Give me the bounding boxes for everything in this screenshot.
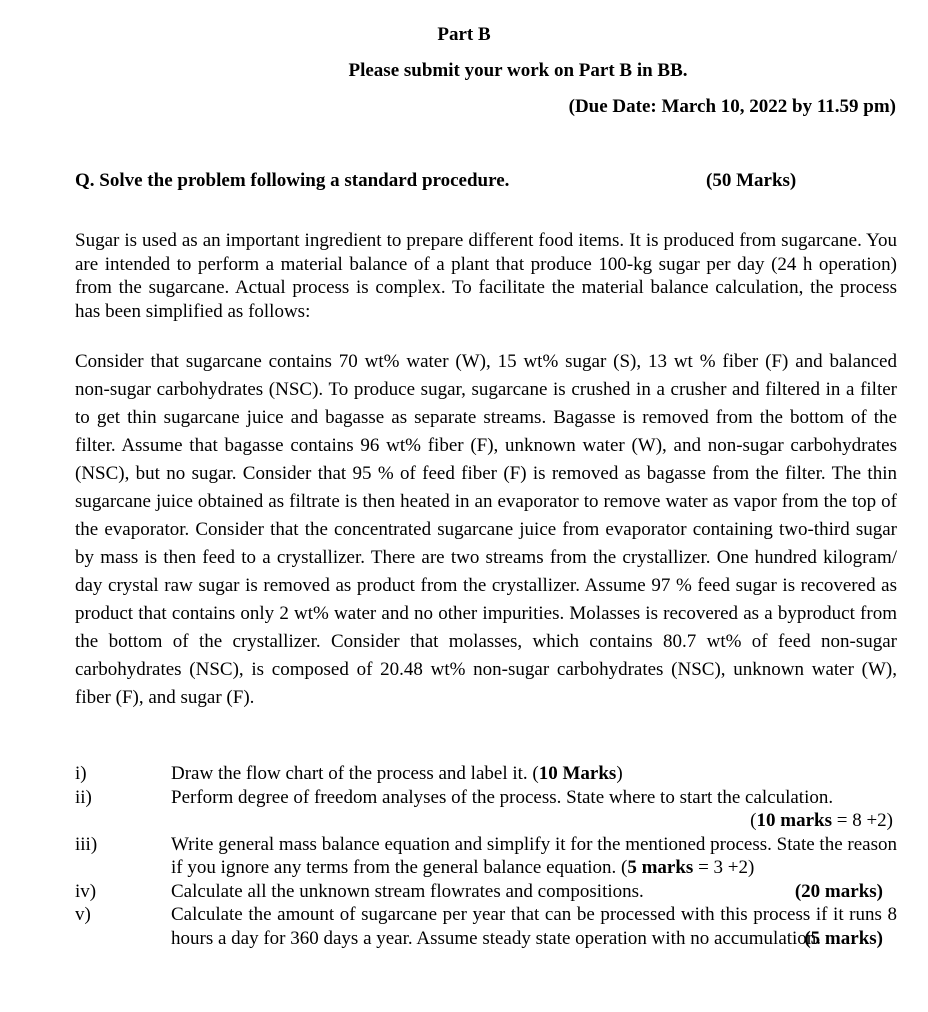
submit-instruction: Please submit your work on Part B in BB. [348, 60, 688, 81]
task-marks: 10 marks [756, 810, 832, 831]
process-description: Consider that sugarcane contains 70 wt% water (W), 15 wt% sugar (S), 13 wt % fiber (F) and balanced non-sugar carbohydrates (NSC). To produce sugar, sugarcane is crushed in a crusher and filtered in a filter to get thin sugarcane juice and bagasse as separate streams. Bagasse is removed from the bottom of the filter. Assume that bagasse contains 96 wt% fiber (F), unknown water (W), and non-sugar carbohydrates (NSC), but no sugar. Consider that 95 % of feed fiber (F) is removed as bagasse from the filter. The thin sugarcane juice obtained as filtrate is then heated in an evaporator to remove water as vapor from the top of the evaporator. Consider that the concentrated sugarcane juice from evaporator containing two-third sugar by mass is then feed to a crystallizer. There are two streams from the crystallizer. One hundred kilogram/ day crystal raw sugar is removed as product from the crystallizer. Assume 97 % feed sugar is recovered as product that contains only 2 wt% water and no other impurities. Molasses is recovered as a byproduct from the bottom of the crystallizer. Consider that molasses, which contains 80.7 wt% of feed non-sugar carbohydrates (NSC), is composed of 20.48 wt% non-sugar carbohydrates (NSC), unknown water (W), fiber (F), and sugar (F). [75, 351, 897, 708]
task-number: ii) [75, 786, 92, 808]
task-marks: (20 marks) [794, 880, 883, 902]
question-marks: (50 Marks) [706, 170, 797, 191]
intro-paragraph: Sugar is used as an important ingredient to prepare different food items. It is produced from sugarcane. You are intended to perform a material balance of a plant that produce 100-kg sugar per day (24 h operation) from the sugarcane. Actual process is complex. To facilitate the material balance calculation, the process has been simplified as follows: [75, 230, 897, 322]
task-item [75, 880, 897, 904]
task-item: iii) Write general mass balance equation and simplify it for the mentioned process. State the reason if you ignore any terms from the general balance equation. (5 marks = 3 +2) [75, 833, 897, 878]
task-text: Calculate all the unknown stream flowrates and compositions. [171, 880, 644, 902]
task-list [75, 762, 897, 950]
task-number: i) [75, 763, 87, 784]
question-heading: Q. Solve the problem following a standard procedure. [75, 170, 510, 191]
task-marks: 10 Marks [538, 763, 617, 784]
task-text: Calculate the amount of sugarcane per year that can be processed with this process if it runs 8 hours a day for 360 days a year. Assume steady state operation with no accumulation. [171, 904, 897, 949]
task-item [75, 903, 897, 950]
task-number: iv) [75, 880, 97, 902]
part-title: Part B [437, 24, 491, 45]
task-text: Write general mass balance equation and simplify it for the mentioned process. State the reason if you ignore any terms from the general balance equation. [171, 833, 897, 878]
task-text: Draw the flow chart of the process and label it. [171, 763, 533, 784]
task-number: v) [75, 904, 91, 925]
due-date: (Due Date: March 10, 2022 by 11.59 pm) [568, 96, 896, 117]
task-item: i) Draw the flow chart of the process and label it. (10 Marks) [75, 763, 623, 784]
task-number: iii) [75, 833, 98, 855]
task-item: ii) Perform degree of freedom analyses of the process. State where to start the calculation. (10 marks = 8 +2) [75, 786, 893, 831]
task-marks: 5 marks [627, 857, 694, 878]
task-marks: (5 marks) [804, 927, 883, 949]
task-text: Perform degree of freedom analyses of the process. State where to start the calculation. [171, 786, 834, 808]
